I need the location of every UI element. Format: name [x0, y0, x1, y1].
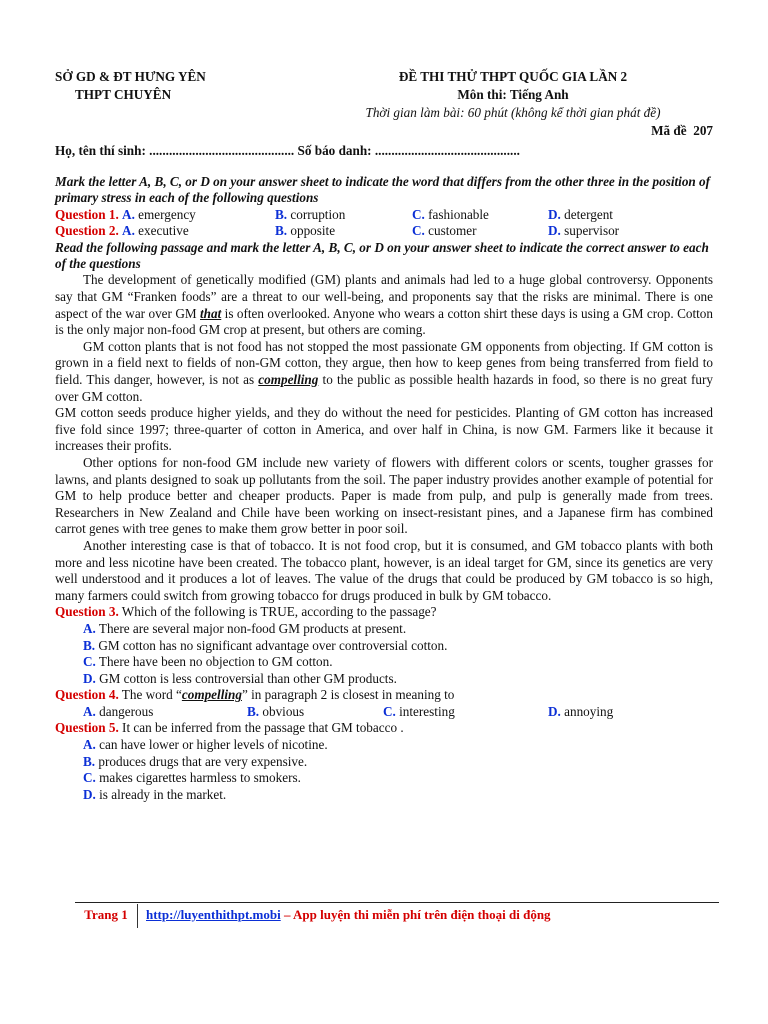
option-text: emergency: [138, 206, 196, 222]
question-stem: It can be inferred from the passage that GM tobacco .: [118, 720, 404, 736]
question-3: [55, 604, 713, 687]
option-text: is already in the market.: [99, 786, 227, 802]
option-text: interesting: [399, 703, 455, 719]
option-letter: A.: [122, 223, 135, 239]
exam-title: ĐỀ THI THỬ THPT QUỐC GIA LẦN 2: [398, 69, 628, 84]
option-text: makes cigarettes harmless to smokers.: [99, 770, 301, 786]
option-text: There are several major non-food GM products at present.: [98, 620, 407, 636]
option-letter: A.: [83, 620, 96, 636]
option-b: [55, 638, 713, 655]
option-letter: C.: [83, 770, 96, 786]
option-letter: C.: [83, 654, 96, 670]
page-number: Trang 1: [84, 907, 128, 922]
option-text: dangerous: [99, 703, 154, 719]
option-letter: D.: [548, 206, 561, 222]
option-b: [55, 754, 713, 771]
option-letter: B.: [247, 703, 260, 719]
passage-paragraph-5: Another interesting case is that of tobacco. It is not food crop, but it is consumed, and GM tobacco plants with both more and less nicotine have been created. The tobacco plant, however, is an ideal target for GM, since its genetics are very well understood and it produces a lot of leaves. The value of the drugs that could be produced by GM tobacco is so high, many farmers could switch from growing tobacco for drugs produced in bulk by GM tobacco.: [55, 537, 713, 603]
option-a: [55, 737, 713, 754]
exam-subject: Môn thi: Tiếng Anh: [457, 87, 569, 102]
passage-text: to the public as possible health hazards in food, so there is no great fury over GM cotton.: [55, 372, 713, 404]
option-text: customer: [428, 223, 477, 239]
passage-text: The development of genetically modified (GM) plants and animals had led to a huge global controversy. Opponents say that GM “Franken foods” are a threat to our well-being, and proponents say that the risks are minimal. There is one aspect of the war over GM: [55, 272, 713, 321]
option-letter: A.: [122, 206, 135, 222]
page-footer: [75, 902, 719, 930]
passage-paragraph-4: Other options for non-food GM include new variety of flowers with different colors or scents, tougher grasses for lawns, and plants designed to soak up pollutants from the soil. The paper industry provides another example of potential for GM to help produce better and cheaper products. Paper is made from pulp, and pulp is generally made from trees. Researchers in New Zealand and Chile have been working on insect-resistant pines, and a Japanese firm has combined carrot genes with tree genes to make them grow better in poor soil.: [55, 454, 713, 537]
option-text: supervisor: [564, 223, 620, 239]
option-text: GM cotton is less controversial than other GM products.: [99, 670, 397, 686]
option-text: GM cotton has no significant advantage over controversial cotton.: [98, 637, 448, 653]
option-text: can have lower or higher levels of nicotine.: [99, 737, 328, 753]
option-text: obvious: [262, 703, 305, 719]
option-text: opposite: [290, 223, 336, 239]
option-letter: B.: [275, 223, 288, 239]
option-letter: B.: [83, 637, 96, 653]
header-left: [55, 68, 305, 122]
exam-time: Thời gian làm bài: 60 phút (không kể thời gian phát đề): [365, 105, 661, 120]
question-stem: ” in paragraph 2 is closest in meaning to: [241, 687, 455, 703]
option-text: detergent: [564, 206, 613, 222]
highlighted-word-compelling: compelling: [258, 372, 319, 387]
question-label: Question 1.: [55, 206, 119, 222]
section2-instruction: Read the following passage and mark the letter A, B, C, or D on your answer sheet to indicate the correct answer to each of the questions: [55, 239, 709, 272]
question-label: Question 4.: [55, 687, 119, 703]
passage-text: is often overlooked. Anyone who wears a cotton shirt these days is using a GM crop. Cotton is the only major non-food GM crop at present, but others are coming.: [55, 305, 713, 338]
exam-page: [55, 68, 713, 803]
department-name: SỞ GD & ĐT HƯNG YÊN: [55, 69, 206, 84]
candidate-line: Họ, tên thí sinh: ............................................ Số báo danh: ............................................: [55, 143, 520, 158]
footer-text: – App luyện thi miễn phí trên điện thoại di động: [280, 907, 551, 922]
exam-header: [55, 68, 713, 122]
option-letter: C.: [412, 223, 425, 239]
school-name: THPT CHUYÊN: [75, 87, 172, 102]
footer-link[interactable]: http://luyenthithpt.mobi: [146, 907, 281, 922]
passage-paragraph-2: [55, 339, 713, 405]
option-text: There have been no objection to GM cotton.: [98, 654, 333, 670]
options-row: [55, 704, 713, 721]
option-letter: D.: [548, 703, 561, 719]
question-1: [55, 207, 713, 223]
option-letter: B.: [83, 753, 96, 769]
option-letter: C.: [412, 206, 425, 222]
passage-paragraph-1: [55, 272, 713, 338]
option-letter: D.: [83, 786, 96, 802]
option-letter: D.: [83, 670, 96, 686]
question-label: Question 3.: [55, 604, 119, 620]
exam-code-label: Mã đề: [651, 123, 687, 138]
exam-code: 207: [693, 123, 713, 138]
option-letter: A.: [83, 737, 96, 753]
question-stem: The word “: [118, 687, 182, 703]
option-c: [55, 770, 713, 787]
option-text: corruption: [290, 206, 346, 222]
question-2: [55, 223, 713, 239]
question-stem: Which of the following is TRUE, according to the passage?: [118, 604, 437, 620]
exam-code-line: [55, 122, 713, 140]
option-text: fashionable: [428, 206, 489, 222]
option-text: executive: [138, 223, 189, 239]
header-right: [313, 68, 713, 122]
option-d: [55, 671, 713, 688]
passage-paragraph-3: GM cotton seeds produce higher yields, and they do without the need for pesticides. Planting of GM cotton has increased five fold since 1997; three-quarter of cotton in America, and over half in China, is now GM. Farmers like it because it increases their profits.: [55, 405, 713, 454]
question-label: Question 2.: [55, 223, 119, 239]
passage-text: GM cotton plants that is not food has not stopped the most passionate GM opponents from objecting. If GM cotton is grown in a field next to fields of non-GM cotton, they argue, then how to keep genes from being transferred from field to field. This danger, however, is not as: [55, 338, 713, 387]
option-letter: C.: [383, 703, 396, 719]
highlighted-word-compelling: compelling: [181, 687, 242, 703]
footer-promo: [138, 904, 551, 930]
section1-instruction: Mark the letter A, B, C, or D on your answer sheet to indicate the word that differs from the other three in the position of primary stress in each of the following questions: [55, 174, 711, 206]
option-c: [55, 654, 713, 671]
question-4: [55, 687, 713, 720]
option-d: [55, 787, 713, 804]
question-label: Question 5.: [55, 720, 119, 736]
question-5: [55, 720, 713, 803]
option-text: produces drugs that are very expensive.: [98, 753, 308, 769]
option-a: [55, 621, 713, 638]
option-text: annoying: [564, 703, 614, 719]
option-letter: A.: [83, 703, 96, 719]
option-letter: B.: [275, 206, 288, 222]
highlighted-word-that: that: [200, 305, 222, 321]
option-letter: D.: [548, 223, 561, 239]
